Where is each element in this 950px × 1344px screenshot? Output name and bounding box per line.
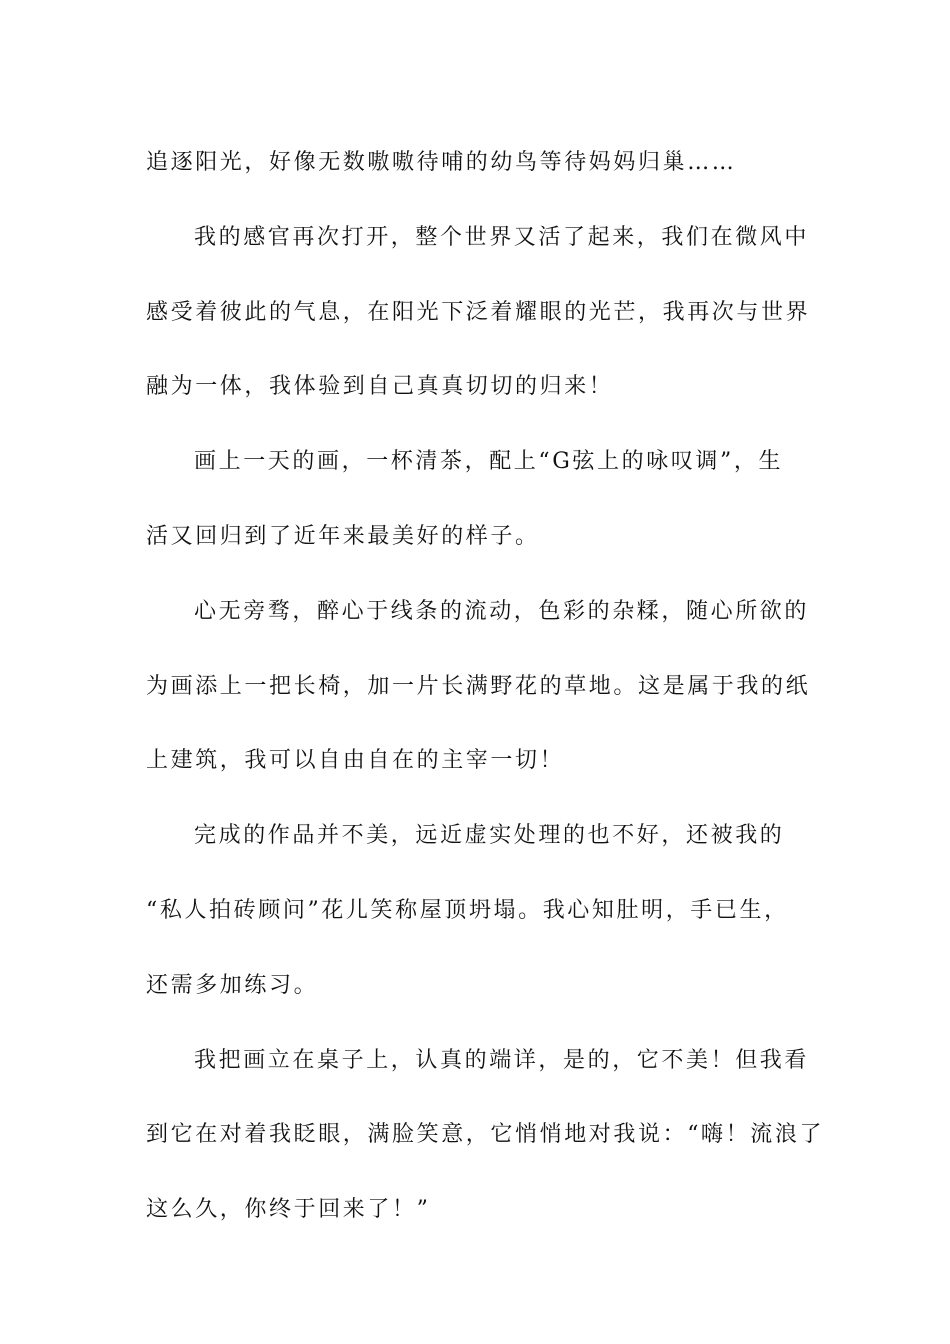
paragraph-start-line: 心无旁骛，醉心于线条的流动，色彩的杂糅，随心所欲的 <box>194 598 810 624</box>
paragraph-start-line: 我把画立在桌子上，认真的端详，是的，它不美！但我看 <box>194 1047 810 1073</box>
essay-body <box>146 126 825 1248</box>
text-line: 到它在对着我眨眼，满脸笑意，它悄悄地对我说：“嗨！流浪了 <box>146 1122 825 1148</box>
text-line: 为画添上一把长椅，加一片长满野花的草地。这是属于我的纸 <box>146 673 811 699</box>
text-line: 追逐阳光，好像无数嗷嗷待哺的幼鸟等待妈妈归巢…… <box>146 150 737 175</box>
paragraph-start-line: 画上一天的画，一杯清茶，配上“G弦上的咏叹调”，生 <box>194 449 784 475</box>
text-line: “私人拍砖顾问”花儿笑称屋顶坍塌。我心知肚明，手已生， <box>146 897 789 923</box>
text-line: 上建筑，我可以自由自在的主宰一切！ <box>146 748 565 774</box>
paragraph-start-line: 完成的作品并不美，远近虚实处理的也不好，还被我的 <box>194 823 785 849</box>
text-line: 还需多加练习。 <box>146 972 319 998</box>
text-line: 活又回归到了近年来最美好的样子。 <box>146 523 540 549</box>
text-line: 这么久，你终于回来了！” <box>146 1197 431 1223</box>
paragraph-start-line: 我的感官再次打开，整个世界又活了起来，我们在微风中 <box>194 224 810 250</box>
text-line: 融为一体，我体验到自己真真切切的归来！ <box>146 374 614 400</box>
text-line: 感受着彼此的气息，在阳光下泛着耀眼的光芒，我再次与世界 <box>146 299 811 325</box>
